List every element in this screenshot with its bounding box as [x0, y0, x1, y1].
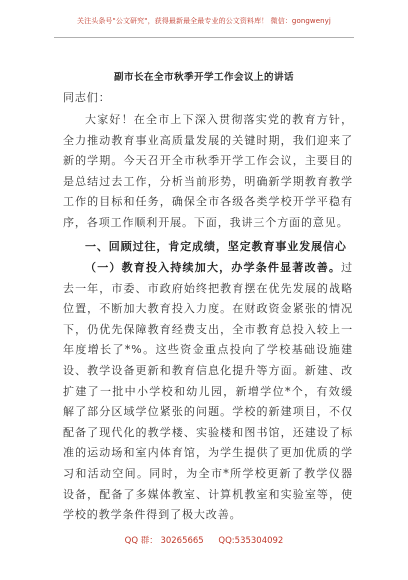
subsection-paragraph: [63, 258, 353, 526]
header-divider: [54, 37, 354, 38]
footer-contact: [0, 534, 408, 546]
footer-qq-group: QQ 群： 30265665: [124, 536, 204, 546]
intro-paragraph: 大家好！在全市上下深入贯彻落实党的教育方针，全力推动教育事业高质量发展的关键时期，我们迎来了新的学期。今天召开全市秋季开学工作会议，主要目的是总结过去工作，分析当前形势，明确新学期教育教学工作的目标和任务，确保全市各级各类学校开学平稳有序，各项工作顺利开展。下面，我讲三个方面的意见。: [63, 113, 353, 229]
header-promo: 关注头条号"公文研究"，获得最新最全最专业的公文资料库！ 微信：gongwenyj: [77, 17, 331, 25]
section-heading: 一、回顾过往，肯定成绩，坚定教育事业发展信心: [85, 240, 347, 253]
subsection-body: 过去一年，市委、市政府始终把教育摆在优先发展的战略位置，不断加大教育投入力度。在财政资金紧张的情况下，仍优先保障教育经费支出，全市教育总投入较上一年度增长了*%。这些资金重点投向了学校基础设施建设、教学设备更新和教育信息化提升等方面。新建、改扩建了一批中小学校和幼儿园，新增学位*个，有效缓解了部分区域学位紧张的问题。学校的新建项目，不仅配备了现代化的教学楼、实验楼和图书馆，还建设了标准的运动场和室内体育馆，为学生提供了更加优质的学习和活动空间。同时，为全市*所学校更新了教学仪器设备，配备了多媒体教室、计算机教室和实验室等，使学校的教学条件得到了极大改善。: [63, 261, 353, 522]
footer-qq: QQ:535304092: [218, 536, 284, 546]
salutation: 同志们：: [63, 91, 111, 104]
document-title: 副市长在全市秋季开学工作会议上的讲话: [113, 72, 294, 83]
subsection-heading: （一）教育投入持续加大，办学条件显著改善。: [85, 261, 342, 274]
